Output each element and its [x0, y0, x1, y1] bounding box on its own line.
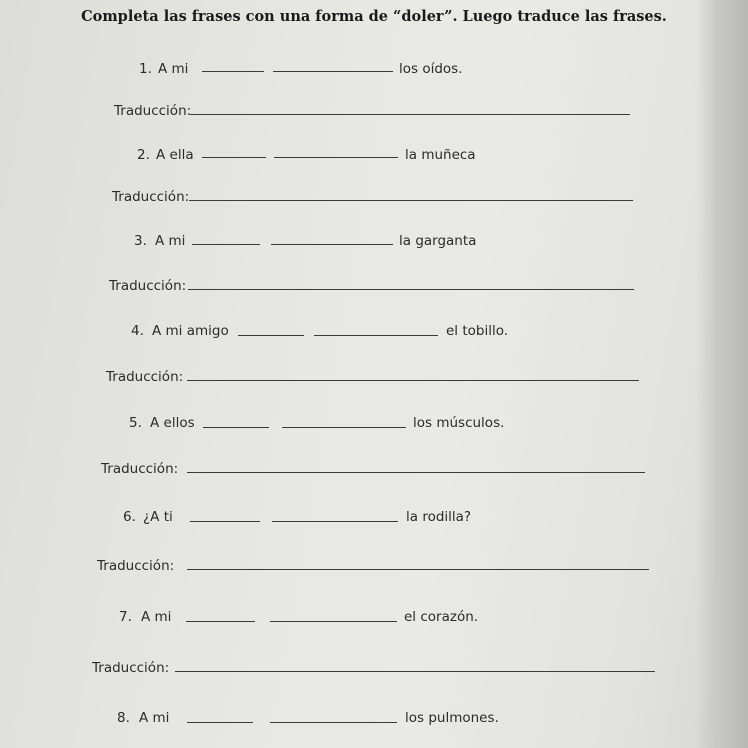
- translation-label: Traducción:: [106, 369, 184, 385]
- item-number: 1.: [139, 61, 152, 77]
- item-number: 8.: [117, 710, 130, 726]
- blank-line-verb[interactable]: [271, 244, 393, 245]
- translation-label: Traducción:: [101, 461, 179, 477]
- blank-line-pronoun[interactable]: [202, 157, 266, 158]
- item-ending: la muñeca: [405, 147, 476, 163]
- translation-label: Traducción:: [112, 189, 190, 205]
- item-number: 6.: [123, 509, 136, 525]
- item-ending: los músculos.: [413, 415, 505, 431]
- item-subject: A mi amigo: [152, 323, 229, 339]
- item-number: 4.: [131, 323, 144, 339]
- item-subject: A mi: [139, 710, 170, 726]
- item-ending: el corazón.: [404, 609, 479, 625]
- blank-line-verb[interactable]: [270, 722, 397, 723]
- translation-label: Traducción:: [114, 103, 192, 119]
- translation-line[interactable]: [175, 671, 655, 672]
- translation-label: Traducción:: [109, 278, 187, 294]
- item-subject: A mi: [141, 609, 172, 625]
- blank-line-pronoun[interactable]: [192, 244, 260, 245]
- blank-line-pronoun[interactable]: [187, 722, 253, 723]
- blank-line-verb[interactable]: [274, 157, 398, 158]
- translation-line[interactable]: [187, 472, 645, 473]
- item-subject: A mi: [158, 61, 189, 77]
- blank-line-verb[interactable]: [314, 335, 438, 336]
- translation-label: Traducción:: [92, 660, 170, 676]
- translation-line[interactable]: [190, 114, 630, 115]
- item-number: 7.: [119, 609, 132, 625]
- item-ending: el tobillo.: [446, 323, 509, 339]
- item-subject: ¿A ti: [143, 509, 173, 525]
- translation-label: Traducción:: [97, 558, 175, 574]
- worksheet-title: Completa las frases con una forma de “doler”. Luego traduce las frases.: [81, 8, 667, 25]
- item-number: 3.: [134, 233, 147, 249]
- blank-line-pronoun[interactable]: [202, 71, 264, 72]
- translation-line[interactable]: [188, 289, 634, 290]
- blank-line-verb[interactable]: [270, 621, 397, 622]
- blank-line-pronoun[interactable]: [203, 427, 269, 428]
- item-ending: los pulmones.: [405, 710, 499, 726]
- blank-line-verb[interactable]: [282, 427, 406, 428]
- translation-line[interactable]: [187, 380, 639, 381]
- page-edge-shadow: [696, 0, 748, 748]
- item-subject: A ella: [156, 147, 194, 163]
- blank-line-pronoun[interactable]: [238, 335, 304, 336]
- item-ending: la rodilla?: [406, 509, 472, 525]
- item-ending: la garganta: [399, 233, 477, 249]
- translation-line[interactable]: [187, 569, 649, 570]
- item-subject: A ellos: [150, 415, 195, 431]
- blank-line-verb[interactable]: [272, 521, 398, 522]
- item-number: 5.: [129, 415, 142, 431]
- translation-line[interactable]: [189, 200, 633, 201]
- blank-line-pronoun[interactable]: [190, 521, 260, 522]
- item-number: 2.: [137, 147, 150, 163]
- item-ending: los oídos.: [399, 61, 463, 77]
- blank-line-pronoun[interactable]: [186, 621, 255, 622]
- item-subject: A mi: [155, 233, 186, 249]
- blank-line-verb[interactable]: [273, 71, 393, 72]
